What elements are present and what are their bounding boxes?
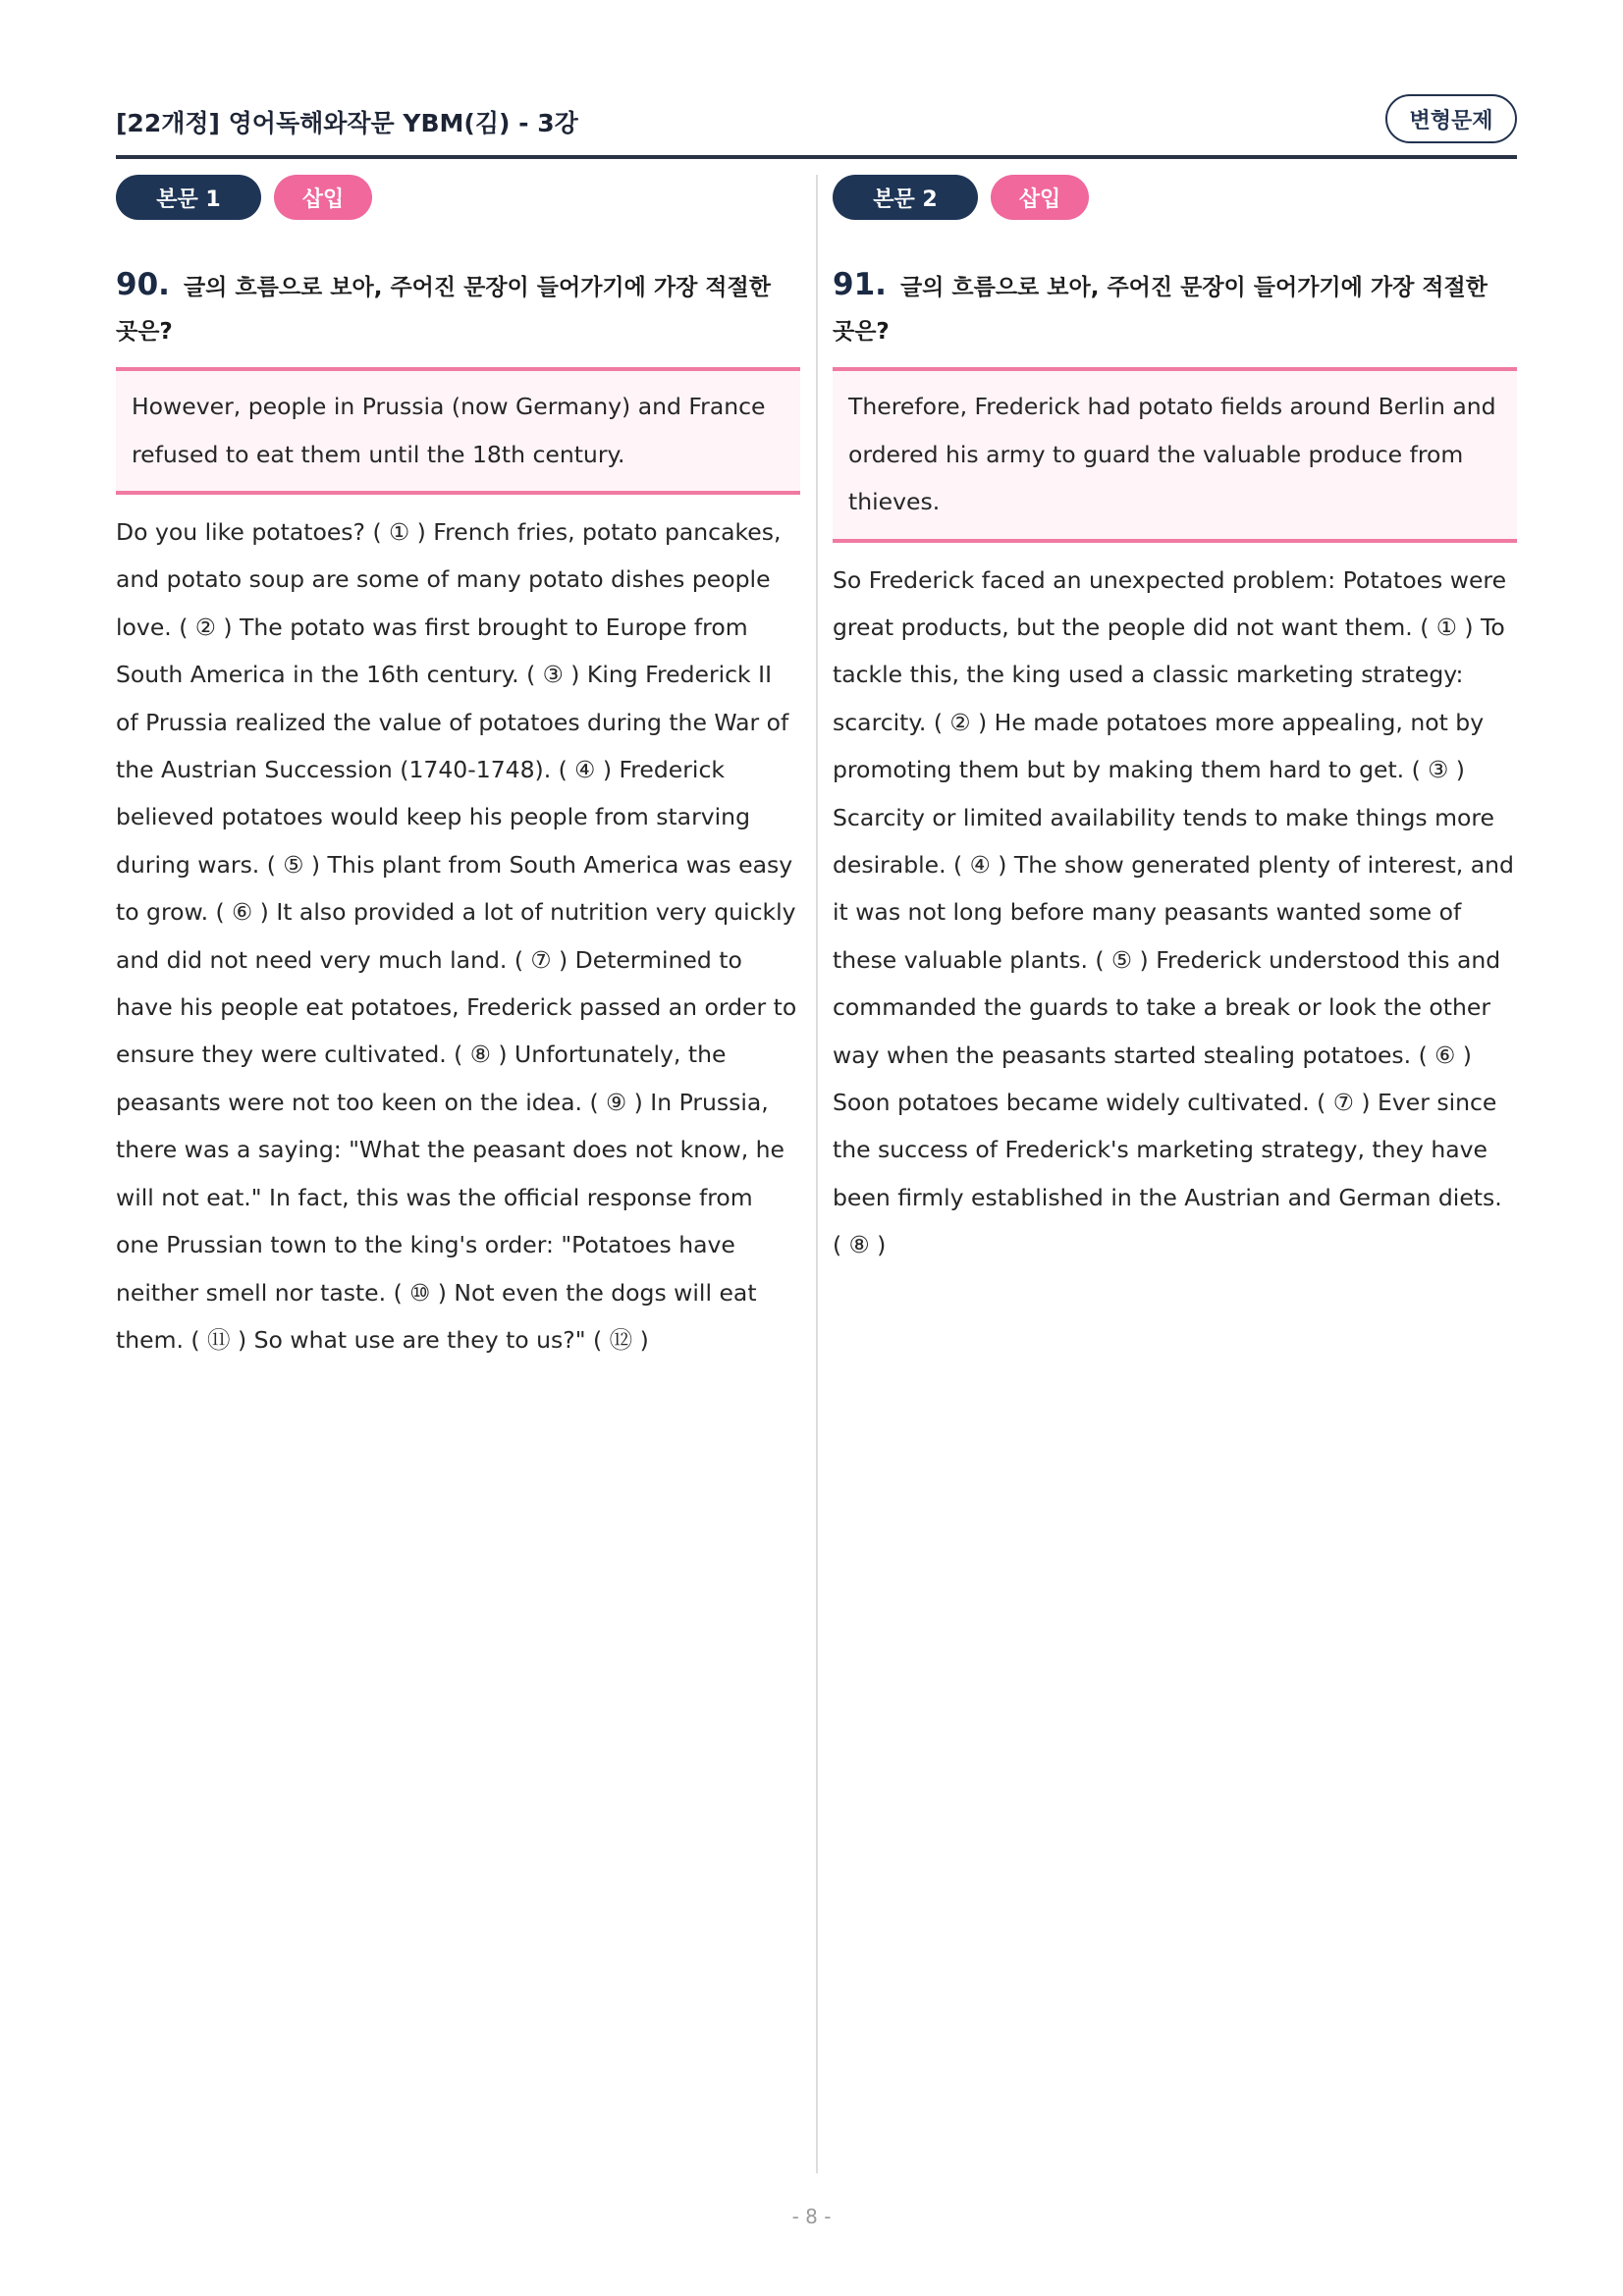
- question-prompt: [833, 263, 1517, 354]
- worksheet-type-badge: 변형문제: [1385, 94, 1517, 143]
- header-divider: [116, 155, 1517, 159]
- passage-tag: 본문 2: [833, 175, 978, 220]
- passage-text: So Frederick faced an unexpected problem: Potatoes were great products, but the people did not want them. ( ① ) To tackle this, the king used a classic marketing strategy: scarcity. ( ② ) He made potatoes more appealing, not by promoting them but by making them hard to get. ( ③ ) Scarcity or limited availability tends to make things more desirable. ( ④ ) The show generated plenty of interest, and it was not long before many peasants wanted some of these valuable plants. ( ⑤ ) Frederick understood this and commanded the guards to take a break or look the other way when the peasants started stealing potatoes. ( ⑥ ) Soon potatoes became widely cultivated. ( ⑦ ) Ever since the success of Frederick's marketing strategy, they have been firmly established in the Austrian and German diets. ( ⑧ ): [833, 565, 1514, 1259]
- tag-row: [116, 175, 800, 222]
- given-sentence: Therefore, Frederick had potato fields around Berlin and ordered his army to guard the valuable produce from thieves.: [848, 393, 1496, 515]
- page-number: - 8 -: [791, 2205, 832, 2228]
- question-text: 글의 흐름으로 보아, 주어진 문장이 들어가기에 가장 적절한 곳은?: [116, 275, 771, 345]
- page-title: [22개정] 영어독해와작문 YBM(김) - 3강: [116, 109, 578, 137]
- question-column-1: [116, 175, 800, 1363]
- passage-tag: 본문 1: [116, 175, 261, 220]
- given-sentence-box: [116, 367, 800, 495]
- question-number: 90.: [116, 267, 170, 302]
- question-text: 글의 흐름으로 보아, 주어진 문장이 들어가기에 가장 적절한 곳은?: [833, 275, 1488, 345]
- question-prompt: [116, 263, 800, 354]
- given-sentence-box: [833, 367, 1517, 543]
- question-type-tag: 삽입: [274, 175, 372, 220]
- tag-row: [833, 175, 1517, 222]
- question-column-2: [833, 175, 1517, 1269]
- page-header: [116, 94, 1517, 157]
- passage-text: Do you like potatoes? ( ① ) French fries, potato pancakes, and potato soup are some of many potato dishes people love. ( ② ) The potato was first brought to Europe from South America in the 16th century. ( ③ ) King Frederick II of Prussia realized the value of potatoes during the War of the Austrian Succession (1740-1748). ( ④ ) Frederick believed potatoes would keep his people from starving during wars. ( ⑤ ) This plant from South America was easy to grow. ( ⑥ ) It also provided a lot of nutrition very quickly and did not need very much land. ( ⑦ ) Determined to have his people eat potatoes, Frederick passed an order to ensure they were cultivated. ( ⑧ ) Unfortunately, the peasants were not too keen on the idea. ( ⑨ ) In Prussia, there was a saying: "What the peasant does not know, he will not eat." In fact, this was the official response from one Prussian town to the king's order: "Potatoes have neither smell nor taste. ( ⑩ ) Not even the dogs will eat them. ( ⑪ ) So what use are they to us?" ( ⑫ ): [116, 518, 797, 1354]
- given-sentence: However, people in Prussia (now Germany) and France refused to eat them until the 18th century.: [132, 393, 766, 468]
- question-number: 91.: [833, 267, 887, 302]
- column-divider: [816, 175, 818, 2173]
- question-type-tag: 삽입: [991, 175, 1089, 220]
